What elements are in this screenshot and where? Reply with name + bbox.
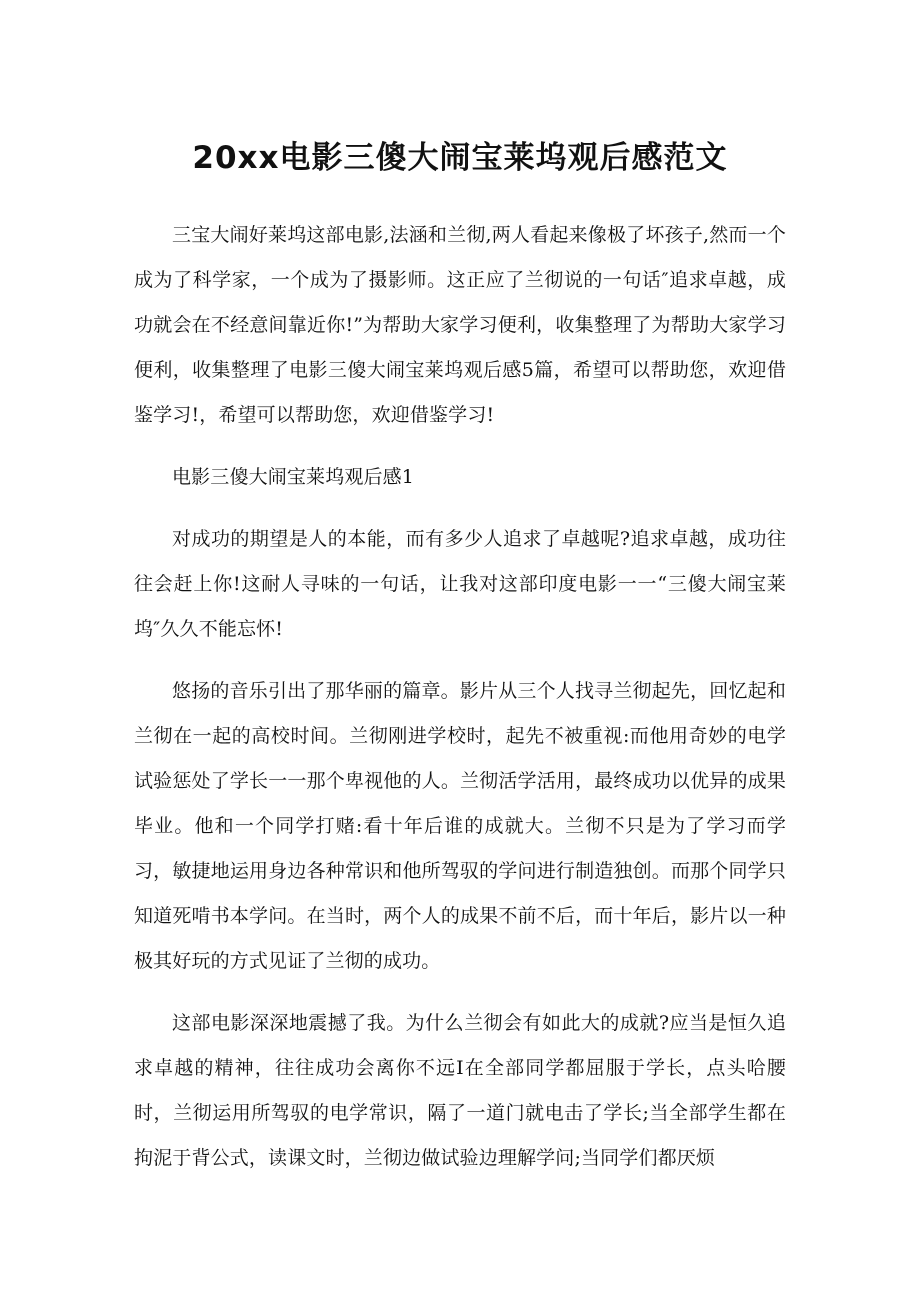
body-paragraph: 这部电影深深地震撼了我。为什么兰彻会有如此大的成就?应当是恒久追求卓越的精神，往往成功会离你不远I在全部同学都屈服于学长，点头哈腰时，兰彻运用所驾驭的电学常识，隔了一道门就电击了学长;当全部学生都在拘泥于背公式，读课文时，兰彻边做试验边理解学问;当同学们都厌烦 — [134, 1012, 786, 1169]
section-heading: 电影三傻大闹宝莱坞观后感1 — [172, 466, 415, 488]
intro-paragraph: 三宝大闹好莱坞这部电影,法涵和兰彻,两人看起来像极了坏孩子,然而一个成为了科学家，一个成为了摄影师。这正应了兰彻说的一句话″追求卓越，成功就会在不经意间靠近你!”为帮助大家学习便利，收集整理了为帮助大家学习便利，收集整理了电影三傻大闹宝莱坞观后感5篇，希望可以帮助您，欢迎借鉴学习!，希望可以帮助您，欢迎借鉴学习! — [134, 224, 786, 426]
document-body — [134, 213, 786, 1198]
body-paragraph: 悠扬的音乐引出了那华丽的篇章。影片从三个人找寻兰彻起先，回忆起和兰彻在一起的高校时间。兰彻刚进学校时，起先不被重视:而他用奇妙的电学试验惩处了学长一一那个卑视他的人。兰彻活学活用，最终成功以优异的成果毕业。他和一个同学打赌:看十年后谁的成就大。兰彻不只是为了学习而学习，敏捷地运用身边各种常识和他所驾驭的学问进行制造独创。而那个同学只知道死啃书本学问。在当时，两个人的成果不前不后，而十年后，影片以一种极其好玩的方式见证了兰彻的成功。 — [134, 680, 786, 972]
body-paragraph: 对成功的期望是人的本能，而有多少人追求了卓越呢?追求卓越，成功往往会赶上你!这耐人寻味的一句话，让我对这部印度电影一一“三傻大闹宝莱坞″久久不能忘怀! — [134, 528, 786, 640]
document-title: 20xx电影三傻大闹宝莱坞观后感范文 — [192, 140, 728, 176]
